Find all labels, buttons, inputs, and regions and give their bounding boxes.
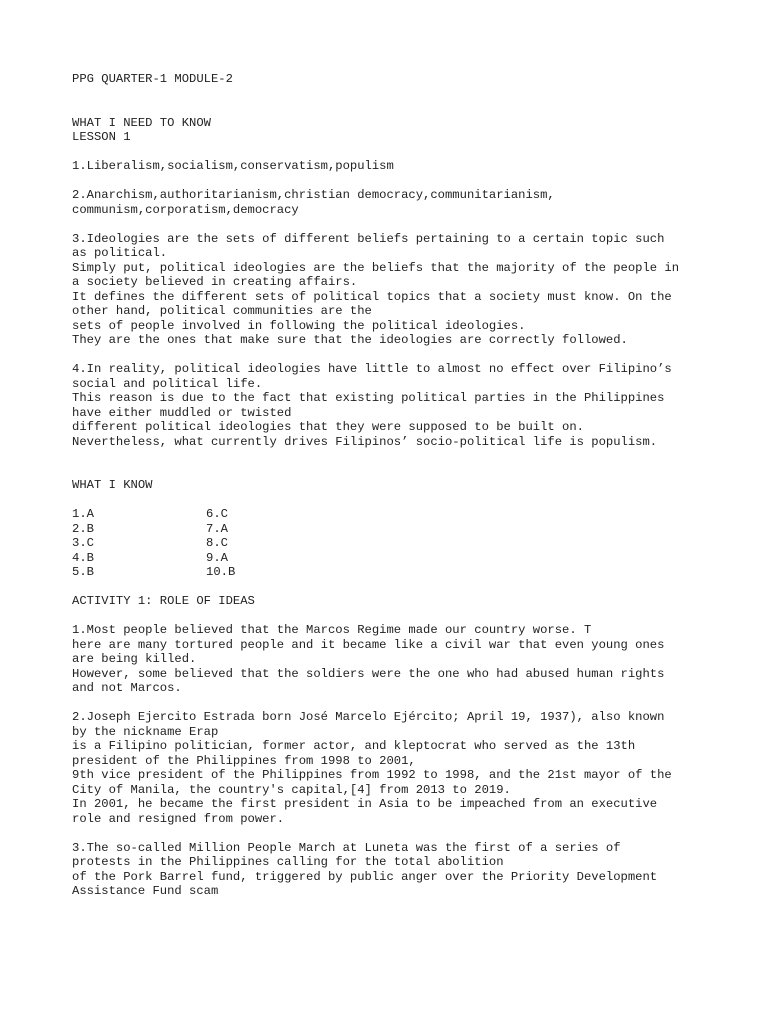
text-line: Simply put, political ideologies are the beliefs that the majority of the people in bbox=[72, 260, 680, 275]
document-title: PPG QUARTER-1 MODULE-2 bbox=[72, 72, 233, 86]
text-line: 2.Joseph Ejercito Estrada born José Marcelo Ejército; April 19, 1937), also known bbox=[72, 710, 665, 724]
answer-key-item: 9.A bbox=[206, 550, 228, 565]
answer-item-2 bbox=[72, 188, 732, 217]
text-line: They are the ones that make sure that the ideologies are correctly followed. bbox=[72, 333, 628, 347]
spacer bbox=[72, 348, 732, 363]
answer-key-item: 6.C bbox=[206, 507, 228, 521]
spacer bbox=[72, 826, 732, 841]
text-line: are being killed. bbox=[72, 652, 197, 666]
text-line: have either muddled or twisted bbox=[72, 405, 292, 420]
text-line: is a Filipino politician, former actor, and kleptocrat who served as the 13th bbox=[72, 739, 636, 753]
text-line: 3.Ideologies are the sets of different beliefs pertaining to a certain topic such bbox=[72, 231, 665, 246]
answer-key-grid bbox=[72, 507, 732, 580]
answer-key-item: 10.B bbox=[206, 565, 236, 579]
text-line: 9th vice president of the Philippines from 1992 to 1998, and the 21st mayor of the bbox=[72, 768, 672, 782]
text-line: here are many tortured people and it became like a civil war that even young ones bbox=[72, 637, 665, 652]
text-line: Assistance Fund scam bbox=[72, 884, 219, 898]
answer-item-4 bbox=[72, 362, 732, 449]
text-line: 1.Most people believed that the Marcos Regime made our country worse. T bbox=[72, 623, 592, 637]
text-line: social and political life. bbox=[72, 376, 263, 391]
text-line: and not Marcos. bbox=[72, 681, 182, 695]
text-line: In 2001, he became the first president in Asia to be impeached from an executive bbox=[72, 797, 658, 811]
spacer bbox=[72, 609, 732, 624]
text-line: other hand, political communities are the bbox=[72, 304, 372, 318]
document-page bbox=[72, 72, 732, 899]
text-line: different political ideologies that they were supposed to be built on. bbox=[72, 420, 584, 434]
text-line: protests in the Philippines calling for the total abolition bbox=[72, 855, 504, 869]
spacer bbox=[72, 580, 732, 595]
section-heading-what-i-know: WHAT I KNOW bbox=[72, 478, 153, 492]
text-line: communism,corporatism,democracy bbox=[72, 202, 299, 217]
text-line: This reason is due to the fact that existing political parties in the Philippines bbox=[72, 391, 665, 405]
spacer bbox=[72, 493, 732, 508]
section-heading-what-i-need-to-know: WHAT I NEED TO KNOW bbox=[72, 115, 211, 130]
text-line: sets of people involved in following the political ideologies. bbox=[72, 318, 526, 333]
answer-key-item: 2.B bbox=[72, 521, 94, 536]
activity-item-3 bbox=[72, 841, 732, 899]
text-line: as political. bbox=[72, 246, 168, 260]
answer-key-item: 1.A bbox=[72, 507, 94, 521]
text-line: 3.The so-called Million People March at Luneta was the first of a series of bbox=[72, 840, 621, 855]
spacer bbox=[72, 449, 732, 478]
answer-key-item: 3.C bbox=[72, 536, 94, 550]
text-line: It defines the different sets of political topics that a society must know. On the bbox=[72, 289, 672, 304]
text-line: a society believed in creating affairs. bbox=[72, 275, 358, 289]
answer-key-item: 5.B bbox=[72, 565, 94, 579]
answer-key-item: 4.B bbox=[72, 550, 94, 565]
text-line: 4.In reality, political ideologies have little to almost no effect over Filipino’s bbox=[72, 362, 672, 376]
text-line: 2.Anarchism,authoritarianism,christian democracy,communitarianism, bbox=[72, 188, 555, 202]
text-line: by the nickname Erap bbox=[72, 724, 219, 739]
text-line: of the Pork Barrel fund, triggered by public anger over the Priority Development bbox=[72, 869, 658, 884]
text-line: role and resigned from power. bbox=[72, 811, 285, 826]
lesson-label: LESSON 1 bbox=[72, 130, 131, 144]
text-line: City of Manila, the country's capital,[4] from 2013 to 2019. bbox=[72, 782, 511, 797]
text-line: president of the Philippines from 1998 to 2001, bbox=[72, 753, 416, 768]
activity-item-2 bbox=[72, 710, 732, 826]
answer-key-item: 8.C bbox=[206, 536, 228, 550]
answer-item-1: 1.Liberalism,socialism,conservatism,populism bbox=[72, 159, 394, 173]
spacer bbox=[72, 217, 732, 232]
text-line: However, some believed that the soldiers were the one who had abused human rights bbox=[72, 666, 665, 681]
answer-item-3 bbox=[72, 232, 732, 348]
text-line: Nevertheless, what currently drives Filipinos’ socio-political life is populism. bbox=[72, 434, 658, 449]
answer-key-item: 7.A bbox=[206, 521, 228, 536]
section-heading-activity-1: ACTIVITY 1: ROLE OF IDEAS bbox=[72, 594, 255, 608]
spacer bbox=[72, 145, 732, 160]
spacer bbox=[72, 696, 732, 711]
spacer bbox=[72, 87, 732, 116]
spacer bbox=[72, 174, 732, 189]
activity-item-1 bbox=[72, 623, 732, 696]
